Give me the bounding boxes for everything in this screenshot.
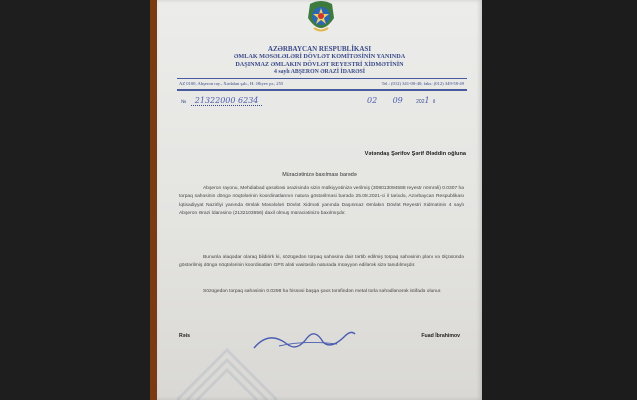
letterhead-rule-bottom (177, 89, 467, 91)
letter-document (157, 0, 482, 400)
letterhead-rule-top (177, 78, 467, 79)
reference-number: 21322000 6234 (191, 96, 263, 106)
body-paragraph-3: Sözügedən torpaq sahəsinin 0.0298 ha hissəsi başqa şəxs tərəfindən metal torla səhədlənərək istifadə olunur. (203, 289, 442, 294)
signatory-name: Fuad İbrahimov (421, 333, 460, 339)
date-year-handwritten: 1 (424, 96, 430, 105)
date-day: 02 (367, 96, 378, 105)
date-year-prefix: 202 (416, 99, 425, 105)
letterhead-line-3: DAŞINMAZ ƏMLAKIN DÖVLƏT REYESTRİ XİDMƏTİNİN (235, 61, 404, 68)
folder-edge (150, 0, 157, 400)
state-emblem-icon (304, 0, 338, 36)
body-paragraph-1: Abşeron rayonu, Mehdiabad qəsəbəsi ərazisində sizin mülkiyyətinizə verilmiş (308013094588 reyestr nömrəli) 0.0307 ha torpaq sahəsinin döngə nöqtələrinin koordinatlarının natura göstərilməsi barədə 25.08.2021-ci il tarixdə, Azərbaycan Respublikası İqtisadiyyat Nazirliyi yanında Əmlak Məsələləri Dövlət Xidməti yanında Daşınmaz Əmlakın Dövlət Reyestri Xidmətinin 4 saylı Abşeron Ərazi İdarəsinə (2132103656) daxil olmuş müraciətinizə baxılmışdır. (179, 186, 464, 216)
phone-fax-text: Tel.: (012) 341-00-40; faks: (012) 349-58-49 (381, 81, 464, 86)
handwritten-signature (249, 318, 359, 358)
dark-background-right (482, 0, 637, 400)
recipient: Vətəndaş Şərifov Şərif Ələddin oğluna (364, 151, 466, 157)
letterhead-line-1: AZƏRBAYCAN RESPUBLİKASI (267, 45, 372, 53)
body-paragraph-2: Bununla əlaqədar olaraq bildirirk ki, sözügedən torpaq sahəsinə dair tərtib edilmiş torpaq sahəsinin planı və ölçüsündə göstərilmiş döngə nöqtələrinin koordinatları GPS aləti vasitəsilə naturada müəyyən edilərək sizə tanıdılmışdır. (179, 255, 464, 269)
number-sign: № (181, 99, 187, 105)
dark-background-left (0, 0, 152, 400)
letterhead-line-2: ƏMLAK MƏSƏLƏLƏRİ DÖVLƏT KOMİTƏSİNİN YANINDA (233, 53, 406, 60)
date-month: 09 (392, 96, 403, 105)
date-row (367, 96, 435, 105)
date-year-suffix: il (432, 99, 436, 105)
letterhead-line-4: 4 saylı ABŞERON ƏRAZİ İDARƏSİ (273, 69, 366, 75)
address-text: AZ 0100, Abşeron ray., Xırdalan şəh., H. Əliyev pr., 255 (179, 81, 284, 86)
subject-line: Müraciətinizə baxılması barədə (282, 172, 357, 178)
signatory-title: Rəis (179, 333, 190, 339)
reference-number-row (181, 96, 262, 105)
